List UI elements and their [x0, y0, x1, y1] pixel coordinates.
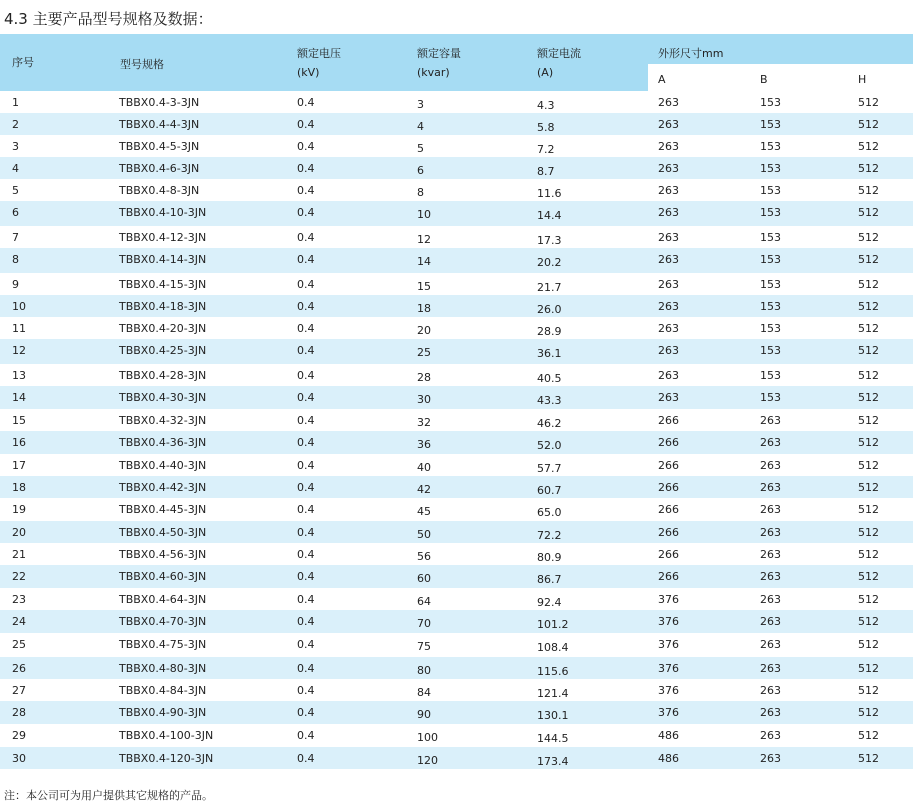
cell-dim-b: 263: [760, 662, 781, 675]
table-row: [0, 364, 913, 386]
cell-dim-a: 266: [658, 414, 679, 427]
cell-voltage: 0.4: [297, 96, 315, 109]
cell-seq: 6: [12, 206, 19, 219]
dims-subheader: [648, 64, 913, 91]
header-current: 额定电流: [537, 47, 581, 60]
cell-capacity: 56: [417, 550, 431, 563]
cell-model: TBBX0.4-4-3JN: [119, 118, 200, 131]
cell-current: 121.4: [537, 687, 569, 700]
cell-capacity: 32: [417, 416, 431, 429]
cell-dim-b: 263: [760, 593, 781, 606]
cell-seq: 24: [12, 615, 26, 628]
cell-dim-a: 266: [658, 459, 679, 472]
cell-seq: 20: [12, 526, 26, 539]
cell-current: 5.8: [537, 121, 555, 134]
header-model: 型号规格: [120, 58, 164, 71]
cell-seq: 23: [12, 593, 26, 606]
cell-current: 130.1: [537, 709, 569, 722]
cell-seq: 3: [12, 140, 19, 153]
cell-dim-a: 263: [658, 253, 679, 266]
cell-current: 173.4: [537, 755, 569, 768]
table-row: [0, 226, 913, 248]
cell-dim-a: 266: [658, 526, 679, 539]
cell-voltage: 0.4: [297, 481, 315, 494]
cell-seq: 16: [12, 436, 26, 449]
cell-dim-h: 512: [858, 344, 879, 357]
cell-dim-h: 512: [858, 206, 879, 219]
cell-dim-h: 512: [858, 253, 879, 266]
cell-seq: 19: [12, 503, 26, 516]
header-dim-b: B: [760, 73, 768, 86]
cell-voltage: 0.4: [297, 322, 315, 335]
cell-seq: 5: [12, 184, 19, 197]
cell-dim-h: 512: [858, 706, 879, 719]
cell-capacity: 10: [417, 208, 431, 221]
cell-current: 14.4: [537, 209, 562, 222]
cell-voltage: 0.4: [297, 369, 315, 382]
table-row: [0, 273, 913, 295]
cell-seq: 11: [12, 322, 26, 335]
cell-capacity: 4: [417, 120, 424, 133]
cell-dim-a: 266: [658, 548, 679, 561]
cell-dim-a: 263: [658, 369, 679, 382]
header-dim-a: A: [658, 73, 666, 86]
cell-current: 60.7: [537, 484, 562, 497]
cell-dim-h: 512: [858, 436, 879, 449]
cell-dim-h: 512: [858, 729, 879, 742]
cell-dim-b: 263: [760, 615, 781, 628]
cell-dim-a: 376: [658, 638, 679, 651]
cell-dim-a: 263: [658, 184, 679, 197]
cell-dim-h: 512: [858, 503, 879, 516]
cell-model: TBBX0.4-12-3JN: [119, 231, 207, 244]
cell-dim-b: 153: [760, 231, 781, 244]
table-row: [0, 157, 913, 179]
cell-dim-a: 486: [658, 729, 679, 742]
cell-model: TBBX0.4-64-3JN: [119, 593, 207, 606]
cell-dim-a: 263: [658, 391, 679, 404]
cell-capacity: 40: [417, 461, 431, 474]
cell-dim-b: 153: [760, 391, 781, 404]
cell-dim-h: 512: [858, 322, 879, 335]
cell-dim-b: 153: [760, 162, 781, 175]
cell-dim-b: 263: [760, 638, 781, 651]
cell-seq: 18: [12, 481, 26, 494]
cell-dim-b: 153: [760, 322, 781, 335]
cell-model: TBBX0.4-10-3JN: [119, 206, 207, 219]
cell-capacity: 80: [417, 664, 431, 677]
cell-dim-a: 376: [658, 593, 679, 606]
cell-capacity: 36: [417, 438, 431, 451]
table-row: [0, 339, 913, 364]
cell-dim-a: 266: [658, 481, 679, 494]
cell-voltage: 0.4: [297, 344, 315, 357]
cell-voltage: 0.4: [297, 184, 315, 197]
cell-capacity: 45: [417, 505, 431, 518]
cell-current: 46.2: [537, 417, 562, 430]
cell-current: 21.7: [537, 281, 562, 294]
cell-current: 86.7: [537, 573, 562, 586]
cell-dim-h: 512: [858, 118, 879, 131]
cell-dim-b: 153: [760, 278, 781, 291]
cell-voltage: 0.4: [297, 436, 315, 449]
table-row: [0, 201, 913, 226]
cell-dim-a: 266: [658, 436, 679, 449]
cell-current: 101.2: [537, 618, 569, 631]
cell-dim-b: 153: [760, 184, 781, 197]
table-row: [0, 543, 913, 565]
cell-dim-h: 512: [858, 481, 879, 494]
cell-current: 72.2: [537, 529, 562, 542]
cell-dim-h: 512: [858, 526, 879, 539]
cell-dim-a: 266: [658, 503, 679, 516]
cell-current: 144.5: [537, 732, 569, 745]
cell-voltage: 0.4: [297, 752, 315, 765]
cell-dim-b: 263: [760, 526, 781, 539]
cell-seq: 25: [12, 638, 26, 651]
cell-seq: 2: [12, 118, 19, 131]
cell-model: TBBX0.4-84-3JN: [119, 684, 207, 697]
header-voltage-unit: (kV): [297, 66, 320, 79]
cell-seq: 28: [12, 706, 26, 719]
cell-seq: 10: [12, 300, 26, 313]
cell-voltage: 0.4: [297, 300, 315, 313]
cell-seq: 8: [12, 253, 19, 266]
cell-capacity: 12: [417, 233, 431, 246]
cell-dim-b: 263: [760, 570, 781, 583]
table-header: [0, 34, 913, 91]
cell-capacity: 25: [417, 346, 431, 359]
cell-current: 36.1: [537, 347, 562, 360]
cell-capacity: 42: [417, 483, 431, 496]
cell-capacity: 14: [417, 255, 431, 268]
cell-dim-h: 512: [858, 548, 879, 561]
cell-voltage: 0.4: [297, 706, 315, 719]
cell-dim-h: 512: [858, 96, 879, 109]
cell-dim-b: 153: [760, 253, 781, 266]
page-title: 4.3 主要产品型号规格及数据：: [4, 10, 213, 28]
cell-model: TBBX0.4-40-3JN: [119, 459, 207, 472]
cell-dim-h: 512: [858, 278, 879, 291]
table-row: [0, 179, 913, 201]
cell-dim-h: 512: [858, 459, 879, 472]
cell-dim-a: 263: [658, 96, 679, 109]
cell-model: TBBX0.4-36-3JN: [119, 436, 207, 449]
cell-seq: 1: [12, 96, 19, 109]
cell-current: 8.7: [537, 165, 555, 178]
header-current-unit: (A): [537, 66, 554, 79]
cell-current: 92.4: [537, 596, 562, 609]
cell-model: TBBX0.4-6-3JN: [119, 162, 200, 175]
cell-dim-h: 512: [858, 369, 879, 382]
cell-dim-h: 512: [858, 570, 879, 583]
cell-voltage: 0.4: [297, 253, 315, 266]
cell-seq: 15: [12, 414, 26, 427]
cell-current: 7.2: [537, 143, 555, 156]
cell-dim-h: 512: [858, 140, 879, 153]
cell-voltage: 0.4: [297, 206, 315, 219]
cell-dim-b: 263: [760, 548, 781, 561]
cell-voltage: 0.4: [297, 391, 315, 404]
cell-capacity: 60: [417, 572, 431, 585]
cell-model: TBBX0.4-80-3JN: [119, 662, 207, 675]
cell-voltage: 0.4: [297, 615, 315, 628]
cell-dim-h: 512: [858, 414, 879, 427]
cell-model: TBBX0.4-120-3JN: [119, 752, 214, 765]
cell-dim-b: 153: [760, 369, 781, 382]
cell-dim-b: 263: [760, 706, 781, 719]
footnote: 注：本公司可为用户提供其它规格的产品。: [4, 789, 213, 802]
cell-model: TBBX0.4-60-3JN: [119, 570, 207, 583]
table-row: [0, 747, 913, 769]
cell-model: TBBX0.4-32-3JN: [119, 414, 207, 427]
cell-dim-b: 263: [760, 436, 781, 449]
cell-seq: 22: [12, 570, 26, 583]
cell-model: TBBX0.4-8-3JN: [119, 184, 200, 197]
cell-current: 115.6: [537, 665, 569, 678]
cell-model: TBBX0.4-3-3JN: [119, 96, 200, 109]
cell-dim-h: 512: [858, 300, 879, 313]
cell-capacity: 15: [417, 280, 431, 293]
cell-dim-a: 263: [658, 118, 679, 131]
table-row: [0, 565, 913, 588]
cell-model: TBBX0.4-70-3JN: [119, 615, 207, 628]
cell-seq: 26: [12, 662, 26, 675]
cell-current: 108.4: [537, 641, 569, 654]
cell-dim-b: 153: [760, 96, 781, 109]
cell-dim-a: 263: [658, 300, 679, 313]
cell-current: 17.3: [537, 234, 562, 247]
cell-model: TBBX0.4-30-3JN: [119, 391, 207, 404]
cell-model: TBBX0.4-28-3JN: [119, 369, 207, 382]
cell-voltage: 0.4: [297, 140, 315, 153]
table-row: [0, 476, 913, 498]
table-row: [0, 679, 913, 701]
table-row: [0, 454, 913, 476]
table-row: [0, 386, 913, 409]
cell-dim-a: 376: [658, 706, 679, 719]
cell-seq: 13: [12, 369, 26, 382]
cell-voltage: 0.4: [297, 118, 315, 131]
cell-seq: 4: [12, 162, 19, 175]
cell-voltage: 0.4: [297, 684, 315, 697]
cell-dim-b: 263: [760, 481, 781, 494]
cell-voltage: 0.4: [297, 414, 315, 427]
table-row: [0, 657, 913, 679]
cell-dim-h: 512: [858, 615, 879, 628]
cell-dim-h: 512: [858, 231, 879, 244]
cell-capacity: 18: [417, 302, 431, 315]
cell-dim-b: 263: [760, 729, 781, 742]
cell-seq: 14: [12, 391, 26, 404]
cell-model: TBBX0.4-75-3JN: [119, 638, 207, 651]
cell-current: 40.5: [537, 372, 562, 385]
table-row: [0, 431, 913, 454]
cell-dim-a: 263: [658, 344, 679, 357]
cell-capacity: 5: [417, 142, 424, 155]
cell-dim-h: 512: [858, 638, 879, 651]
cell-voltage: 0.4: [297, 662, 315, 675]
cell-dim-b: 263: [760, 503, 781, 516]
table-row: [0, 317, 913, 339]
cell-voltage: 0.4: [297, 729, 315, 742]
table-row: [0, 409, 913, 431]
cell-capacity: 30: [417, 393, 431, 406]
cell-capacity: 100: [417, 731, 438, 744]
cell-current: 20.2: [537, 256, 562, 269]
cell-model: TBBX0.4-100-3JN: [119, 729, 214, 742]
table-row: [0, 135, 913, 157]
cell-model: TBBX0.4-18-3JN: [119, 300, 207, 313]
cell-dim-a: 263: [658, 278, 679, 291]
cell-dim-b: 263: [760, 684, 781, 697]
cell-dim-h: 512: [858, 391, 879, 404]
cell-seq: 29: [12, 729, 26, 742]
cell-dim-a: 263: [658, 140, 679, 153]
cell-capacity: 3: [417, 98, 424, 111]
cell-current: 11.6: [537, 187, 562, 200]
cell-capacity: 120: [417, 754, 438, 767]
cell-seq: 9: [12, 278, 19, 291]
table-row: [0, 248, 913, 273]
table-row: [0, 701, 913, 724]
cell-dim-h: 512: [858, 593, 879, 606]
cell-seq: 21: [12, 548, 26, 561]
cell-seq: 30: [12, 752, 26, 765]
cell-capacity: 90: [417, 708, 431, 721]
cell-voltage: 0.4: [297, 162, 315, 175]
cell-dim-a: 263: [658, 322, 679, 335]
cell-dim-a: 263: [658, 162, 679, 175]
cell-model: TBBX0.4-45-3JN: [119, 503, 207, 516]
cell-voltage: 0.4: [297, 638, 315, 651]
cell-dim-a: 376: [658, 684, 679, 697]
table-row: [0, 113, 913, 135]
cell-voltage: 0.4: [297, 570, 315, 583]
cell-voltage: 0.4: [297, 526, 315, 539]
cell-model: TBBX0.4-14-3JN: [119, 253, 207, 266]
cell-dim-h: 512: [858, 662, 879, 675]
cell-current: 80.9: [537, 551, 562, 564]
cell-dim-b: 153: [760, 300, 781, 313]
cell-dim-b: 263: [760, 459, 781, 472]
cell-dim-a: 486: [658, 752, 679, 765]
cell-model: TBBX0.4-42-3JN: [119, 481, 207, 494]
header-capacity: 额定容量: [417, 47, 461, 60]
spec-table: [0, 34, 913, 768]
cell-capacity: 28: [417, 371, 431, 384]
cell-dim-b: 153: [760, 118, 781, 131]
table-row: [0, 588, 913, 610]
cell-voltage: 0.4: [297, 503, 315, 516]
table-row: [0, 91, 913, 113]
cell-dim-b: 263: [760, 752, 781, 765]
cell-current: 28.9: [537, 325, 562, 338]
cell-dim-a: 266: [658, 570, 679, 583]
cell-dim-b: 153: [760, 206, 781, 219]
cell-current: 43.3: [537, 394, 562, 407]
cell-capacity: 84: [417, 686, 431, 699]
cell-capacity: 64: [417, 595, 431, 608]
cell-current: 52.0: [537, 439, 562, 452]
cell-voltage: 0.4: [297, 278, 315, 291]
cell-current: 65.0: [537, 506, 562, 519]
table-row: [0, 295, 913, 317]
cell-dim-h: 512: [858, 184, 879, 197]
cell-voltage: 0.4: [297, 548, 315, 561]
header-capacity-unit: (kvar): [417, 66, 450, 79]
header-dims: 外形尺寸mm: [658, 47, 724, 60]
cell-dim-b: 153: [760, 344, 781, 357]
cell-seq: 27: [12, 684, 26, 697]
cell-dim-b: 153: [760, 140, 781, 153]
cell-capacity: 8: [417, 186, 424, 199]
header-seq: 序号: [12, 56, 34, 69]
cell-voltage: 0.4: [297, 593, 315, 606]
cell-dim-a: 263: [658, 231, 679, 244]
table-row: [0, 724, 913, 747]
cell-current: 4.3: [537, 99, 555, 112]
cell-capacity: 70: [417, 617, 431, 630]
cell-seq: 17: [12, 459, 26, 472]
cell-seq: 7: [12, 231, 19, 244]
cell-model: TBBX0.4-50-3JN: [119, 526, 207, 539]
cell-model: TBBX0.4-25-3JN: [119, 344, 207, 357]
cell-seq: 12: [12, 344, 26, 357]
cell-dim-h: 512: [858, 752, 879, 765]
cell-model: TBBX0.4-90-3JN: [119, 706, 207, 719]
table-row: [0, 610, 913, 633]
header-dim-h: H: [858, 73, 867, 86]
table-row: [0, 498, 913, 521]
cell-dim-b: 263: [760, 414, 781, 427]
cell-dim-h: 512: [858, 684, 879, 697]
cell-capacity: 20: [417, 324, 431, 337]
cell-dim-a: 376: [658, 615, 679, 628]
header-voltage: 额定电压: [297, 47, 341, 60]
cell-current: 57.7: [537, 462, 562, 475]
cell-voltage: 0.4: [297, 459, 315, 472]
cell-capacity: 50: [417, 528, 431, 541]
cell-model: TBBX0.4-20-3JN: [119, 322, 207, 335]
cell-dim-h: 512: [858, 162, 879, 175]
cell-model: TBBX0.4-56-3JN: [119, 548, 207, 561]
cell-current: 26.0: [537, 303, 562, 316]
table-row: [0, 633, 913, 657]
cell-voltage: 0.4: [297, 231, 315, 244]
cell-model: TBBX0.4-5-3JN: [119, 140, 200, 153]
cell-dim-a: 263: [658, 206, 679, 219]
table-row: [0, 521, 913, 543]
cell-model: TBBX0.4-15-3JN: [119, 278, 207, 291]
cell-capacity: 6: [417, 164, 424, 177]
cell-capacity: 75: [417, 640, 431, 653]
cell-dim-a: 376: [658, 662, 679, 675]
